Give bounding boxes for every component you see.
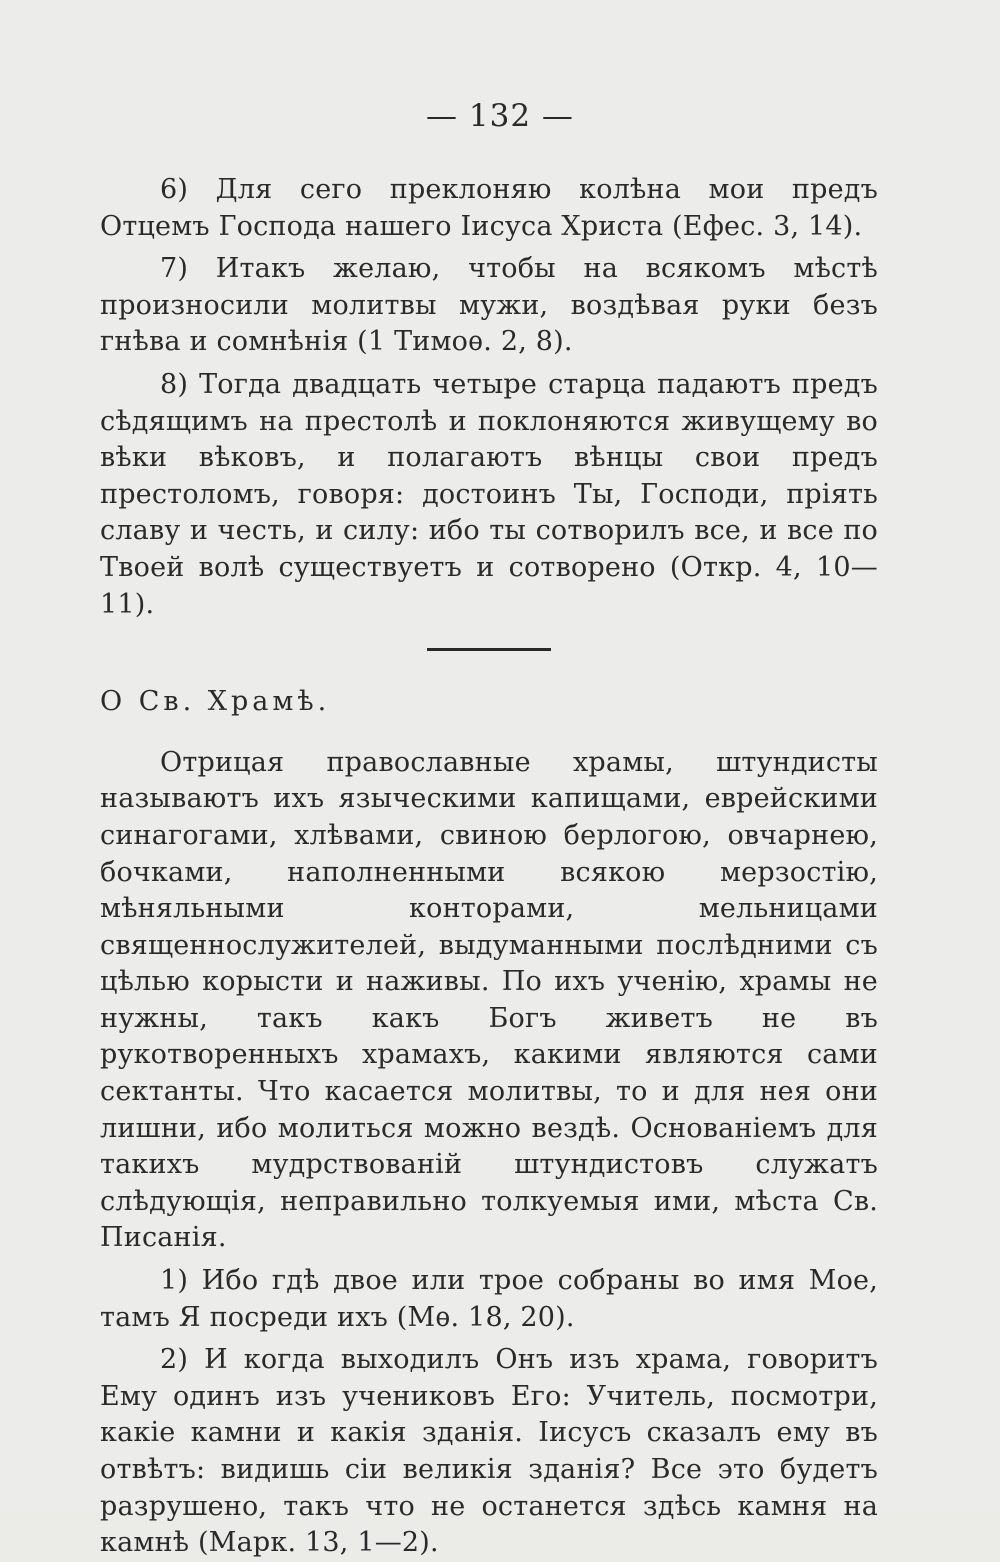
page-number: — 132 —: [426, 98, 574, 134]
verse-paragraph: 6) Для сего преклоняю колѣна мои предъ Отцемъ Господа нашего Іисуса Христа (Ефес. 3, 14).: [100, 174, 878, 242]
body-paragraph: Отрицая православные храмы, штундисты называютъ ихъ языческими капищами, еврейскими синагогами, хлѣвами, свиною берлогою, овчарнею, бочками, наполненными всякою мерзостію, мѣняльными конторами, мельницами священнослужителей, выдуманными послѣдними съ цѣлью корысти и наживы. По ихъ ученію, храмы не нужны, такъ какъ Богъ живетъ не въ рукотворенныхъ храмахъ, какими являются сами сектанты. Что касается молитвы, то и для нея они лишни, ибо молиться можно вездѣ. Основаніемъ для такихъ мудрствованій штундистовъ служатъ слѣдующія, неправильно толкуемыя ими, мѣста Св. Писанія.: [100, 746, 878, 1254]
verse-paragraph: 2) И когда выходилъ Онъ изъ храма, говоритъ Ему одинъ изъ учениковъ Его: Учитель, посмотри, какіе камни и какія зданія. Іисусъ сказалъ ему въ отвѣтъ: видишь сіи великія зданія? Все это будетъ разрушено, такъ что не останется здѣсь камня на камнѣ (Марк. 13, 1—2).: [100, 1344, 878, 1559]
page-text: [100, 172, 878, 1562]
verse-paragraph: 1) Ибо гдѣ двое или трое собраны во имя Мое, тамъ Я посреди ихъ (Мѳ. 18, 20).: [100, 1265, 878, 1333]
verse-paragraph: 7) Итакъ желаю, чтобы на всякомъ мѣстѣ произносили молитвы мужи, воздѣвая руки безъ гнѣва и сомнѣнія (1 Тимоѳ. 2, 8).: [100, 253, 878, 358]
section-heading: О Св. Храмѣ.: [100, 686, 331, 718]
verse-paragraph: 8) Тогда двадцать четыре старца падаютъ предъ сѣдящимъ на престолѣ и поклоняются живущему во вѣки вѣковъ, и полагаютъ вѣнцы свои предъ престоломъ, говоря: достоинъ Ты, Господи, пріять славу и честь, и силу: ибо ты сотворилъ все, и все по Твоей волѣ существуетъ и сотворено (Откр. 4, 10—11).: [100, 368, 878, 620]
section-divider: [427, 648, 551, 651]
